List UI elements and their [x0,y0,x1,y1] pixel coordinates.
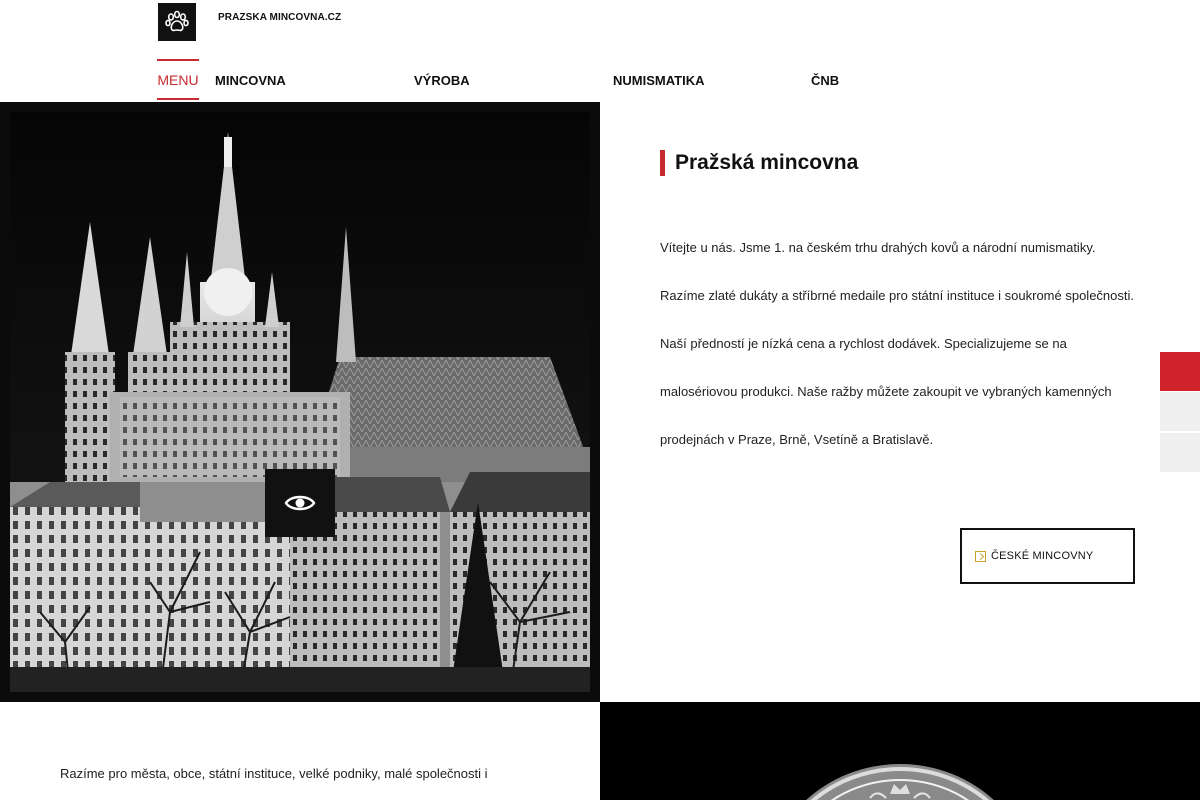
logo[interactable] [158,3,196,41]
eye-icon [284,492,316,514]
prague-castle-image [10,112,590,692]
page-title: Pražská mincovna [675,151,859,174]
arrow-box-icon [975,551,986,562]
intro-paragraph-2: Razíme zlaté dukáty a stříbrné medaile pro státní instituce i soukromé společnosti. [660,288,1134,303]
menu-button[interactable]: MENU [157,59,199,100]
coin-image [600,702,1200,800]
view-image-button[interactable] [265,469,335,537]
side-tab-2[interactable] [1160,392,1200,431]
czech-mints-button-label: ČESKÉ MINCOVNY [991,550,1094,562]
nav-item-mincovna[interactable]: MINCOVNA [215,73,286,88]
site-name[interactable]: PRAZSKA MINCOVNA.CZ [218,12,342,23]
intro-paragraph-3: Naší předností je nízká cena a rychlost dodávek. Specializujeme se na [660,336,1067,351]
hero-image-frame [0,102,600,702]
intro-paragraph-5: prodejnách v Praze, Brně, Vsetíně a Bratislavě. [660,432,934,447]
intro-paragraph-4: malosériovou produkci. Naše ražby můžete zakoupit ve vybraných kamenných [660,384,1112,399]
title-accent-bar [660,150,665,176]
nav-item-vyroba[interactable]: VÝROBA [414,73,470,88]
paw-icon [163,8,191,36]
side-tab-1[interactable] [1160,352,1200,391]
intro-paragraph-1: Vítejte u nás. Jsme 1. na českém trhu drahých kovů a národní numismatiky. [660,240,1096,255]
side-tab-3[interactable] [1160,433,1200,472]
czech-mints-button[interactable] [960,528,1135,584]
nav-item-cnb[interactable]: ČNB [811,73,840,88]
bottom-paragraph: Razíme pro města, obce, státní instituce, velké podniky, malé společnosti i [60,766,488,781]
nav-item-numismatika[interactable]: NUMISMATIKA [613,73,705,88]
